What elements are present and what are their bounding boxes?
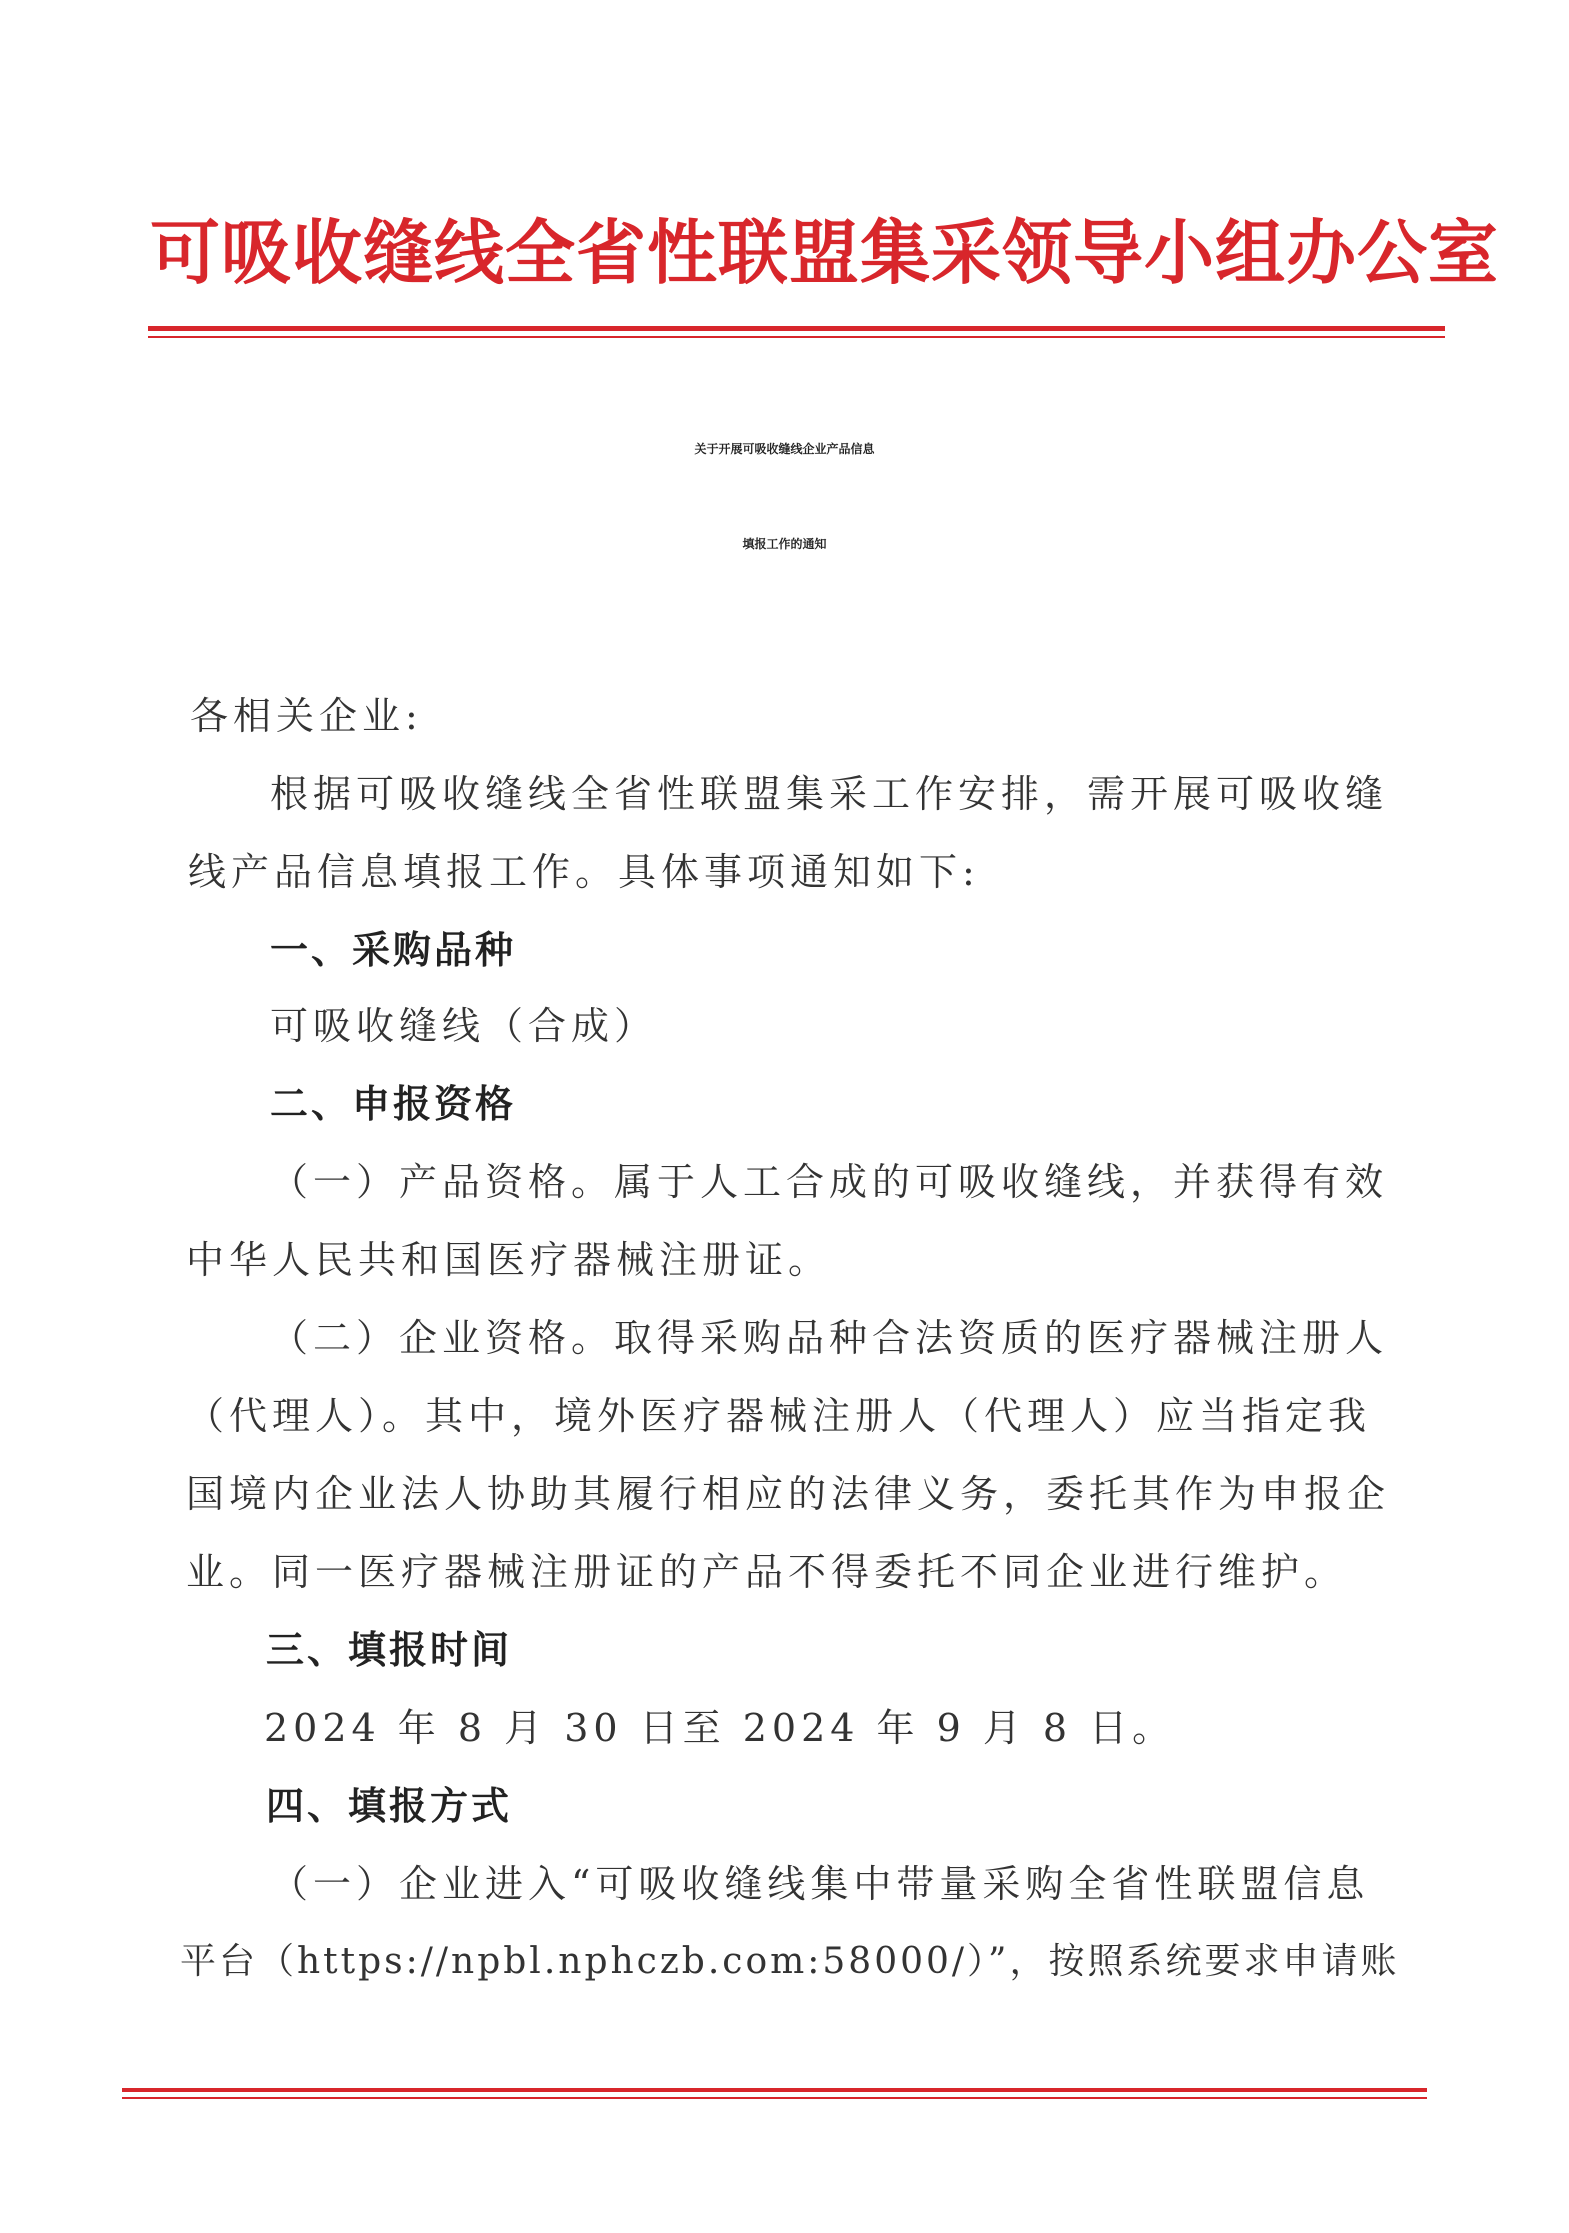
section-2-heading: 二、申报资格 <box>270 1082 517 1126</box>
intro-line-2: 线产品信息填报工作。具体事项通知如下: <box>188 850 980 894</box>
intro-line-1: 根据可吸收缝线全省性联盟集采工作安排，需开展可吸收缝 <box>270 772 1389 816</box>
section-2-p1-line-2: 中华人民共和国医疗器械注册证。 <box>186 1238 832 1282</box>
letterhead-rule-thick <box>148 326 1445 331</box>
section-2-p2-line-4: 业。同一医疗器械注册证的产品不得委托不同企业进行维护。 <box>186 1550 1348 1594</box>
section-1-heading: 一、采购品种 <box>270 928 517 972</box>
section-2-p2-line-2: （代理人）。其中，境外医疗器械注册人（代理人）应当指定我 <box>186 1394 1372 1438</box>
document-title-line-2: 填报工作的通知 <box>742 537 827 551</box>
footer-rule-thick <box>122 2088 1427 2092</box>
section-2-p1-line-1: （一）产品资格。属于人工合成的可吸收缝线，并获得有效 <box>270 1160 1389 1204</box>
salutation: 各相关企业: <box>190 694 423 738</box>
letterhead-rule-thin <box>148 336 1445 338</box>
document-title-line-1: 关于开展可吸收缝线企业产品信息 <box>694 442 875 456</box>
section-3-heading: 三、填报时间 <box>266 1628 513 1672</box>
section-4-heading: 四、填报方式 <box>266 1784 513 1828</box>
section-3-text: 2024 年 8 月 30 日至 2024 年 9 月 8 日。 <box>264 1706 1176 1750</box>
section-4-p1-line-2: 平台（https://npbl.nphczb.com:58000/）”，按照系统要求申请账 <box>180 1941 1400 1982</box>
section-2-p2-line-3: 国境内企业法人协助其履行相应的法律义务，委托其作为申报企 <box>186 1472 1391 1516</box>
section-1-text: 可吸收缝线（合成） <box>270 1004 658 1048</box>
section-4-p1-line-1: （一）企业进入“可吸收缝线集中带量采购全省性联盟信息 <box>270 1862 1370 1906</box>
office-letterhead: 可吸收缝线全省性联盟集采领导小组办公室 <box>150 212 1499 294</box>
section-2-p2-line-1: （二）企业资格。取得采购品种合法资质的医疗器械注册人 <box>270 1316 1389 1360</box>
footer-rule-thin <box>122 2097 1427 2099</box>
